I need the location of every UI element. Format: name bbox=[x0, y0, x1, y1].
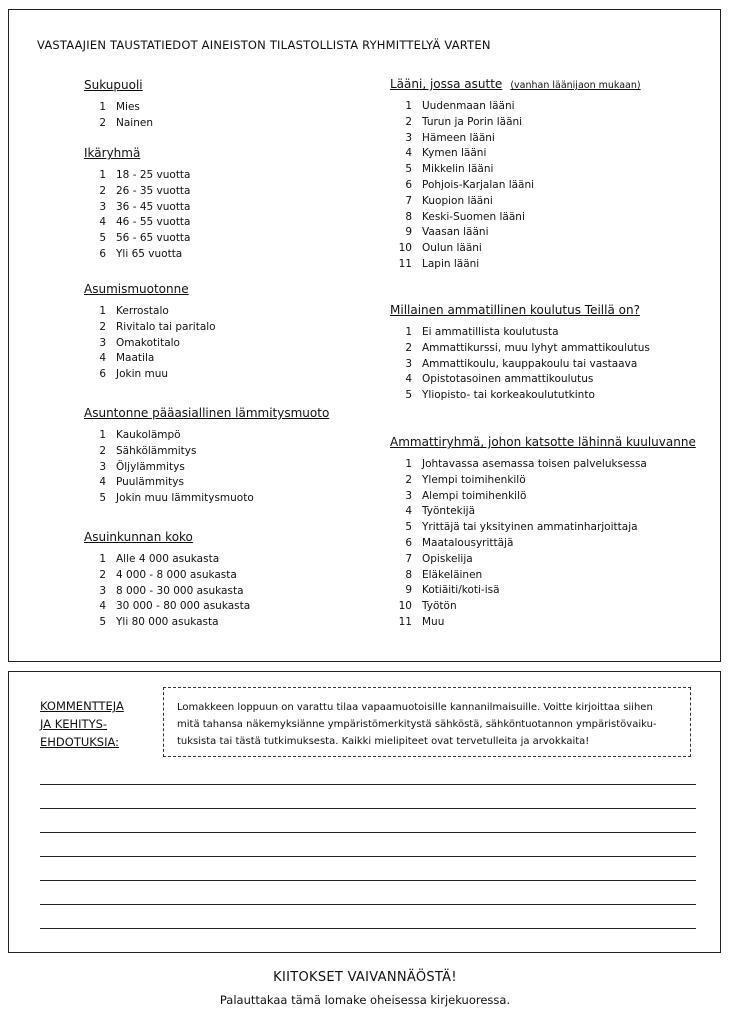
thanks-heading: KIITOKSET VAIVANNÄÖSTÄ! bbox=[273, 970, 457, 985]
option-label: Kaukolämpö bbox=[116, 429, 181, 441]
option-label: Alle 4 000 asukasta bbox=[116, 553, 220, 565]
writing-line[interactable] bbox=[40, 808, 696, 809]
option-label: 8 000 - 30 000 asukasta bbox=[116, 584, 244, 597]
option-age-1[interactable] bbox=[84, 168, 190, 184]
option-number: 4 bbox=[405, 505, 412, 518]
option-heating-1[interactable] bbox=[84, 428, 329, 444]
option-label: Turun ja Porin lääni bbox=[422, 115, 523, 128]
option-label: Puulämmitys bbox=[116, 476, 184, 489]
option-number: 8 bbox=[405, 210, 412, 223]
option-housing-6[interactable] bbox=[84, 367, 216, 383]
option-number: 1 bbox=[405, 458, 412, 470]
option-list bbox=[84, 428, 329, 507]
option-number: 1 bbox=[405, 100, 412, 112]
option-province-8[interactable] bbox=[390, 210, 641, 226]
option-label: Kerrostalo bbox=[116, 305, 169, 317]
option-label: Nainen bbox=[116, 116, 153, 129]
option-number: 6 bbox=[99, 247, 106, 260]
option-education-3[interactable] bbox=[390, 357, 650, 373]
option-size-2[interactable] bbox=[84, 568, 250, 584]
option-occupation-4[interactable] bbox=[390, 504, 696, 520]
option-age-5[interactable] bbox=[84, 231, 190, 247]
option-label: Ammattikurssi, muu lyhyt ammattikoulutus bbox=[422, 341, 650, 354]
option-label: 56 - 65 vuotta bbox=[116, 232, 191, 245]
option-number: 10 bbox=[398, 242, 412, 255]
option-number: 2 bbox=[405, 473, 412, 486]
option-label: Uudenmaan lääni bbox=[422, 100, 515, 112]
option-label: Lapin lääni bbox=[422, 257, 480, 270]
option-label: Maatalousyrittäjä bbox=[422, 536, 514, 549]
option-number: 1 bbox=[99, 553, 106, 565]
option-size-4[interactable] bbox=[84, 599, 250, 615]
option-number: 4 bbox=[99, 600, 106, 613]
option-occupation-8[interactable] bbox=[390, 568, 696, 584]
section-housing-type bbox=[84, 282, 216, 383]
option-education-2[interactable] bbox=[390, 341, 650, 357]
option-province-5[interactable] bbox=[390, 162, 641, 178]
section-heating bbox=[84, 406, 329, 507]
option-number: 5 bbox=[99, 616, 106, 629]
option-number: 4 bbox=[99, 216, 106, 229]
section-title: Lääni, jossa asutte (vanhan läänijaon mukaan) bbox=[390, 77, 641, 91]
option-label: Maatila bbox=[116, 352, 155, 365]
option-label: Kotiäiti/koti-isä bbox=[422, 584, 500, 597]
option-number: 5 bbox=[405, 389, 412, 402]
option-number: 4 bbox=[405, 147, 412, 160]
comments-info-box bbox=[163, 687, 691, 757]
option-list bbox=[390, 325, 650, 404]
option-number: 6 bbox=[405, 178, 412, 191]
option-label: Omakotitalo bbox=[116, 336, 180, 349]
option-number: 8 bbox=[405, 568, 412, 581]
option-label: Öljylämmitys bbox=[116, 460, 185, 473]
option-number: 11 bbox=[398, 257, 412, 270]
section-municipality-size bbox=[84, 530, 250, 631]
comments-label bbox=[40, 697, 124, 751]
option-number: 5 bbox=[405, 163, 412, 176]
option-label: Sähkölämmitys bbox=[116, 444, 197, 457]
section-title: Asuinkunnan koko bbox=[84, 530, 193, 544]
option-female[interactable] bbox=[84, 116, 153, 132]
option-province-7[interactable] bbox=[390, 194, 641, 210]
option-size-3[interactable] bbox=[84, 584, 250, 600]
section-occupation-group bbox=[390, 435, 696, 631]
comments-label-line: KOMMENTTEJA bbox=[40, 699, 124, 713]
section-title: Ammattiryhmä, johon katsotte lähinnä kuuluvanne bbox=[390, 435, 696, 449]
option-label: Ammattikoulu, kauppakoulu tai vastaava bbox=[422, 357, 638, 370]
option-list bbox=[390, 457, 696, 631]
option-occupation-2[interactable] bbox=[390, 473, 696, 489]
option-list bbox=[84, 100, 153, 132]
option-number: 4 bbox=[99, 476, 106, 489]
option-number: 3 bbox=[405, 357, 412, 370]
option-size-1[interactable] bbox=[84, 552, 250, 568]
info-line: Lomakkeen loppuun on varattu tilaa vapaamuotoisille kannanilmaisuille. Voitte kirjoittaa siihen bbox=[177, 702, 653, 713]
section-note: (vanhan läänijaon mukaan) bbox=[510, 80, 641, 91]
option-number: 2 bbox=[99, 568, 106, 581]
option-occupation-9[interactable] bbox=[390, 583, 696, 599]
section-title: Ikäryhmä bbox=[84, 146, 141, 160]
option-male[interactable] bbox=[84, 100, 153, 116]
section-title: Sukupuoli bbox=[84, 78, 143, 92]
option-occupation-6[interactable] bbox=[390, 536, 696, 552]
option-number: 9 bbox=[405, 226, 412, 239]
option-number: 7 bbox=[405, 194, 412, 207]
option-number: 1 bbox=[99, 429, 106, 441]
writing-line[interactable] bbox=[40, 784, 696, 785]
option-label: 36 - 45 vuotta bbox=[116, 200, 191, 213]
option-label: Yli 65 vuotta bbox=[116, 247, 183, 260]
option-province-11[interactable] bbox=[390, 257, 641, 273]
option-heating-5[interactable] bbox=[84, 491, 329, 507]
option-label: Eläkeläinen bbox=[422, 568, 483, 581]
option-label: Yli 80 000 asukasta bbox=[116, 616, 219, 629]
option-age-6[interactable] bbox=[84, 247, 190, 263]
section-title: Millainen ammatillinen koulutus Teillä on? bbox=[390, 303, 640, 317]
option-label: 4 000 - 8 000 asukasta bbox=[116, 568, 237, 581]
option-number: 6 bbox=[405, 536, 412, 549]
option-occupation-10[interactable] bbox=[390, 599, 696, 615]
option-housing-1[interactable] bbox=[84, 304, 216, 320]
option-number: 4 bbox=[99, 352, 106, 365]
option-province-2[interactable] bbox=[390, 115, 641, 131]
option-housing-2[interactable] bbox=[84, 320, 216, 336]
writing-line[interactable] bbox=[40, 928, 696, 929]
option-label: Muu bbox=[422, 615, 445, 628]
option-number: 3 bbox=[405, 131, 412, 144]
option-label: Pohjois-Karjalan lääni bbox=[422, 178, 535, 191]
option-number: 2 bbox=[99, 320, 106, 333]
option-age-4[interactable] bbox=[84, 215, 190, 231]
option-number: 1 bbox=[99, 101, 106, 113]
section-vocational-education bbox=[390, 303, 650, 404]
option-number: 1 bbox=[405, 326, 412, 338]
option-label: Työntekijä bbox=[422, 505, 475, 518]
option-label: 26 - 35 vuotta bbox=[116, 184, 191, 197]
option-occupation-3[interactable] bbox=[390, 489, 696, 505]
option-label: Yliopisto- tai korkeakoulututkinto bbox=[422, 389, 595, 402]
option-number: 1 bbox=[99, 305, 106, 317]
option-province-1[interactable] bbox=[390, 99, 641, 115]
option-number: 5 bbox=[99, 232, 106, 245]
option-number: 3 bbox=[99, 336, 106, 349]
option-label: 18 - 25 vuotta bbox=[116, 169, 191, 181]
option-heating-2[interactable] bbox=[84, 444, 329, 460]
option-province-4[interactable] bbox=[390, 146, 641, 162]
option-province-10[interactable] bbox=[390, 241, 641, 257]
option-occupation-7[interactable] bbox=[390, 552, 696, 568]
option-occupation-5[interactable] bbox=[390, 520, 696, 536]
option-label: Jokin muu bbox=[116, 368, 169, 381]
section-age-group bbox=[84, 146, 190, 263]
option-number: 9 bbox=[405, 584, 412, 597]
option-age-3[interactable] bbox=[84, 200, 190, 216]
option-education-1[interactable] bbox=[390, 325, 650, 341]
option-label: Opistotasoinen ammattikoulutus bbox=[422, 373, 594, 386]
option-size-5[interactable] bbox=[84, 615, 250, 631]
option-label: Ei ammatillista koulutusta bbox=[422, 326, 559, 338]
option-label: Mikkelin lääni bbox=[422, 163, 494, 176]
comments-label-line: EHDOTUKSIA: bbox=[40, 735, 120, 749]
option-province-3[interactable] bbox=[390, 131, 641, 147]
option-housing-3[interactable] bbox=[84, 336, 216, 352]
option-number: 10 bbox=[398, 600, 412, 613]
option-number: 3 bbox=[405, 489, 412, 502]
option-label: Hämeen lääni bbox=[422, 131, 495, 144]
option-list bbox=[84, 552, 250, 631]
option-age-2[interactable] bbox=[84, 184, 190, 200]
option-number: 4 bbox=[405, 373, 412, 386]
option-label: Rivitalo tai paritalo bbox=[116, 320, 216, 333]
option-number: 1 bbox=[99, 169, 106, 181]
option-label: Työtön bbox=[422, 600, 457, 613]
option-number: 6 bbox=[99, 368, 106, 381]
option-number: 5 bbox=[405, 521, 412, 534]
option-label: 30 000 - 80 000 asukasta bbox=[116, 600, 251, 613]
option-list bbox=[84, 168, 190, 263]
return-instructions: Palauttakaa tämä lomake oheisessa kirjekuoressa. bbox=[219, 993, 511, 1007]
option-province-9[interactable] bbox=[390, 225, 641, 241]
option-number: 2 bbox=[99, 444, 106, 457]
form-title: VASTAAJIEN TAUSTATIEDOT AINEISTON TILASTOLLISTA RYHMITTELYÄ VARTEN bbox=[37, 38, 491, 52]
option-province-6[interactable] bbox=[390, 178, 641, 194]
option-label: Vaasan lääni bbox=[422, 226, 489, 239]
option-list bbox=[84, 304, 216, 383]
option-label: Johtavassa asemassa toisen palveluksessa bbox=[422, 458, 647, 470]
section-title: Asumismuotonne bbox=[84, 282, 189, 296]
option-label: Yrittäjä tai yksityinen ammatinharjoittaja bbox=[422, 521, 638, 534]
option-label: Mies bbox=[116, 101, 140, 113]
section-title: Asuntonne pääasiallinen lämmitysmuoto bbox=[84, 406, 330, 420]
option-number: 2 bbox=[99, 116, 106, 129]
option-number: 2 bbox=[405, 115, 412, 128]
option-label: Keski-Suomen lääni bbox=[422, 210, 525, 223]
option-heating-3[interactable] bbox=[84, 460, 329, 476]
option-number: 2 bbox=[99, 184, 106, 197]
writing-line[interactable] bbox=[40, 904, 696, 905]
option-housing-4[interactable] bbox=[84, 351, 216, 367]
option-occupation-1[interactable] bbox=[390, 457, 696, 473]
option-list bbox=[390, 99, 641, 273]
info-line: mitä tahansa näkemyksiänne ympäristömerkitystä sähköstä, sähköntuotannon ympäristövaiku- bbox=[177, 719, 657, 730]
option-education-5[interactable] bbox=[390, 388, 650, 404]
option-label: Kymen lääni bbox=[422, 147, 487, 160]
option-number: 11 bbox=[398, 615, 412, 628]
option-heating-4[interactable] bbox=[84, 475, 329, 491]
writing-line[interactable] bbox=[40, 832, 696, 833]
option-number: 3 bbox=[99, 584, 106, 597]
option-label: Kuopion lääni bbox=[422, 194, 493, 207]
option-number: 3 bbox=[99, 200, 106, 213]
writing-line[interactable] bbox=[40, 880, 696, 881]
option-label: 46 - 55 vuotta bbox=[116, 216, 191, 229]
option-label: Opiskelija bbox=[422, 552, 473, 565]
section-province bbox=[390, 77, 641, 273]
option-label: Jokin muu lämmitysmuoto bbox=[116, 492, 254, 505]
option-number: 3 bbox=[99, 460, 106, 473]
option-occupation-11[interactable] bbox=[390, 615, 696, 631]
option-number: 2 bbox=[405, 341, 412, 354]
option-label: Oulun lääni bbox=[422, 242, 482, 255]
option-label: Ylempi toimihenkilö bbox=[422, 473, 526, 486]
option-education-4[interactable] bbox=[390, 372, 650, 388]
option-label: Alempi toimihenkilö bbox=[422, 489, 527, 502]
section-gender bbox=[84, 78, 153, 132]
comments-label-line: JA KEHITYS- bbox=[40, 717, 108, 731]
info-line: tuksista tai tästä tutkimuksesta. Kaikki mielipiteet ovat tervetulleita ja arvokkaita! bbox=[177, 736, 590, 747]
option-number: 7 bbox=[405, 552, 412, 565]
writing-line[interactable] bbox=[40, 856, 696, 857]
option-number: 5 bbox=[99, 492, 106, 505]
